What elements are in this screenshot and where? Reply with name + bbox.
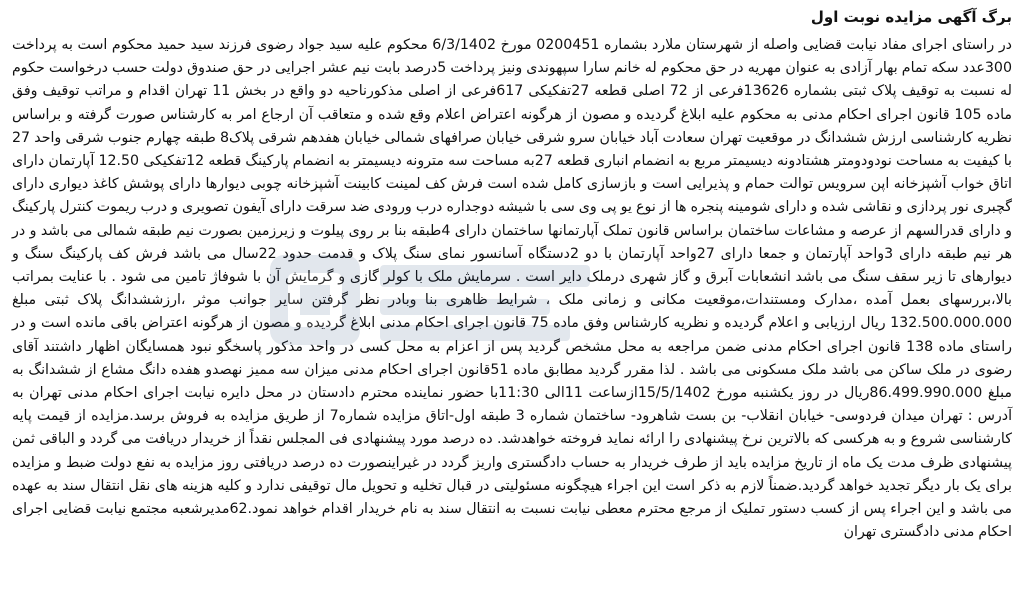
notice-body: در راستای اجرای مفاد نیابت قضایی واصله از شهرستان ملارد بشماره 0200451 مورخ 6/3/1402 محکوم علیه سید جواد رضوی فرزند سید حمید محکوم است به پرداخت 300عدد سکه تمام بهار آزادی به عنوان مهریه در حق محکوم له خانم سارا سپهوندی ونیز پرداخت 5درصد بابت نیم عشر اجرایی در حق صندوق دولت حسب درخواست حکوم له نسبت به توقیف پلاک ثبتی بشماره 13626فرعی از 72 اصلی قطعه 27تفکیکی 617فرعی از اصلی مذکورناحیه دو واقع در بخش 11 تهران اقدام و مراتب توقیف وفق ماده 105 قانون اجرای احکام مدنی به محکوم علیه ابلاغ گردیده و مصون از هرگونه اعتراض اعلام وقع شده و متعاقب آن ارجاع امر به کارشناس صورت گرفته و براساس نظریه کارشناسی ارزش ششدانگ در موقعیت تهران سعادت آباد خیابان سرو شرقی خیابان صرافهای شمالی خیابان هفدهم شرقی پلاک8 طبقه چهارم جنوب شرقی واحد 27 با کیفیت به مساحت نودودومتر هشتادونه دیسیمتر مربع به انضمام انباری قطعه 27به مساحت سه مترونه دیسیمتر به انضمام پارکینگ قطعه 12تفکیکی 12.50 آپارتمان دارای اتاق خواب آشپزخانه اپن سرویس توالت حمام و پذیرایی است و بازسازی کامل شده است فرش کف لمینت کابینت آشپزخانه چوبی دیوارها دارای پوشش کاغذ دیواری دارای گچبری نور پردازی و نقاشی شده و دارای شومینه پنجره ها از نوع یو پی وی سی با شیشه دوجداره درب ورودی ضد سرقت دارای آیفون تصویری و درب ریموت کنترل پارکینگ و دارای قدرالسهم از عرصه و مشاعات ساختمان براساس قانون تملک آپارتمانها ساختمان دارای 4طبقه بنا بر روی پیلوت و زیرزمین بصورت نیم طبقه شمالی می باشد و در هر نیم طبقه دارای 3واحد آپارتمان و جمعا دارای 27واحد آپارتمان با دو 2دستگاه آسانسور نمای سنگ پلاک و قدمت حدود 22سال می باشد فرش کف پارکینگ سنگ و دیوارهای تا زیر سقف سنگ می باشد انشعابات آبرق و گاز شهری درملک دایر است . سرمایش ملک با کولر گازی و گرمایش آن با شوفاژ تامین می شود . با عنایت بمراتب بالا،بررسهای بعمل آمده ،مدارک ومستندات،موقعیت مکانی و زمانی ملک ، شرایط ظاهری بنا وبادر نظر گرفتن سایر جوانب موثر ،ارزششدانگ پلاک ثبتی مبلغ 132.500.000.000 ریال ارزیابی و اعلام گردیده و نظریه کارشناس وفق ماده 75 قانون اجرای احکام مدنی ابلاغ گردیده و مصون از هرگونه اعتراض باقی مانده است و در راستای ماده 138 قانون اجرای احکام مدنی ضمن مراجعه به محل مشخص گردید پس از اعزام به محل کسی در واحد مذکور پاسخگو نبود همسایگان اظهار داشتند آقای رضوی در ملک ساکن می باشد ملک مسکونی می باشد . لذا مقرر گردید مطابق ماده 51قانون اجرای احکام مدنی میزان سه ممیز نهصدو هفده دانگ مشاع از ششدانگ به مبلغ 86.499.990.000ریال در روز یکشنبه مورخ 15/5/1402ازساعت 11الی 11:30با حضور نماینده محترم دادستان در محل دایره نیابت اجرای احکام مدنی تهران به آدرس : تهران میدان فردوسی- خیابان انقلاب- بن بست شاهرود- ساختمان شماره 3 طبقه اول-اتاق مزایده شماره7 از طریق مزایده به فروش برسد.مزایده از قیمت پایه کارشناسی شروع و به هرکسی که بالاترین نرخ پیشنهادی را ارائه نماید فروخته خواهدشد. ده درصد مورد پیشنهادی فی المجلس نقداً از خریدار دریافت می گردد و الباقی ثمن پیشنهادی ظرف مدت یک ماه از تاریخ مزایده باید از طرف خریدار به حساب دادگستری واریز گردد در غیراینصورت ده درصد دریافتی روز مزایده به نفع دولت ضبط و مزایده برای یک بار دیگر تجدید خواهد گردید.ضمناً لازم به ذکر است این اجراء هیچگونه مسئولیتی در قبال تخلیه و تحویل مال توقیفی ندارد و کلیه هزینه های نقل انتقال سند به عهده می باشد و این اجراء پس از کسب دستور تملیک از مرجع محترم معطی نیابت نسبت به انتقال سند به نام خریدار اقدام خواهد نمود.62مدیرشعبه مجتمع نیابت قضایی اجرای احکام مدنی دادگستری تهران [12, 37, 1013, 541]
notice-title: برگ آگهی مزایده نوبت اول [810, 8, 1012, 26]
